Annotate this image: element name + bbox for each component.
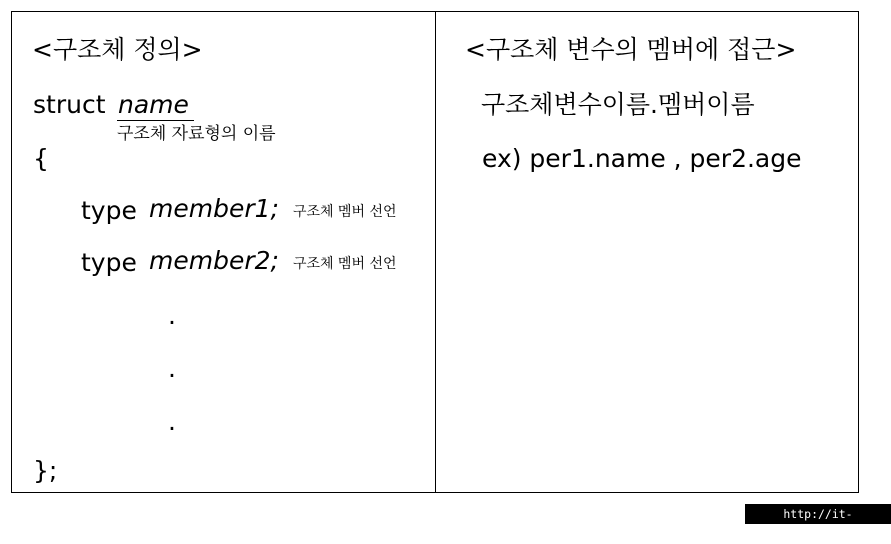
struct-name-caption: 구조체 자료형의 이름 <box>117 124 276 144</box>
member-caption: 구조체 멤버 선언 <box>293 256 397 272</box>
member-access-syntax: 구조체변수이름.멤버이름 <box>481 90 755 119</box>
struct-name: name <box>118 90 189 119</box>
open-brace: { <box>33 144 49 173</box>
member-access-example: ex) per1.name , per2.age <box>482 144 802 173</box>
member-name: member2; <box>149 246 279 275</box>
source-watermark: http://it-bug.tistory.com <box>745 504 891 524</box>
ellipsis-dot: . <box>168 407 176 436</box>
struct-name-underline <box>117 120 194 121</box>
left-panel-heading: <구조체 정의> <box>32 35 203 64</box>
ellipsis-dot: . <box>168 354 176 383</box>
right-panel-heading: <구조체 변수의 멤버에 접근> <box>465 35 797 64</box>
member-type: type <box>81 196 137 225</box>
member-name: member1; <box>149 194 279 223</box>
close-brace: }; <box>33 456 58 485</box>
column-divider <box>435 11 436 492</box>
ellipsis-dot: . <box>168 301 176 330</box>
member-caption: 구조체 멤버 선언 <box>293 204 397 220</box>
struct-keyword: struct <box>33 90 106 119</box>
member-type: type <box>81 248 137 277</box>
